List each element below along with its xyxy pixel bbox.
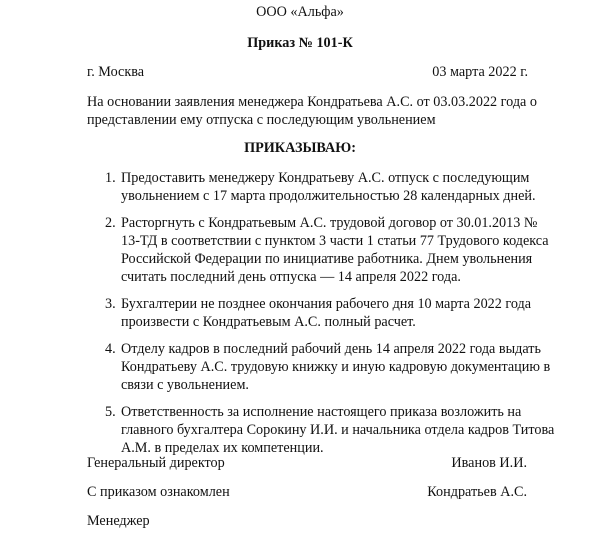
director-title: Генеральный директор: [87, 455, 225, 471]
order-date: 03 марта 2022 г.: [432, 64, 528, 80]
order-item: [105, 295, 555, 331]
order-basis: На основании заявления менеджера Кондратьева А.С. от 03.03.2022 года о представлении ему отпуска с последующим увольнением: [87, 94, 537, 128]
order-item: [105, 214, 555, 286]
order-item-text: Предоставить менеджеру Кондратьеву А.С. отпуск с последующим увольнением с 17 марта продолжительностью 28 календарных дней.: [121, 170, 536, 204]
acquainted-label: С приказом ознакомлен: [87, 484, 230, 500]
order-city: г. Москва: [87, 64, 145, 80]
order-item-text: Ответственность за исполнение настоящего приказа возложить на главного бухгалтера Сорокину И.И. и начальника отдела кадров Титова А.М. в пределах их компетенции.: [121, 404, 555, 456]
order-item-text: Бухгалтерии не позднее окончания рабочего дня 10 марта 2022 года произвести с Кондратьевым А.С. полный расчет.: [121, 296, 532, 330]
order-item-number: 5.: [105, 404, 116, 420]
order-item-number: 2.: [105, 215, 116, 231]
organization-name: ООО «Альфа»: [256, 4, 344, 20]
order-item-number: 3.: [105, 296, 116, 312]
order-title: Приказ № 101-К: [247, 35, 353, 51]
order-item: [105, 340, 555, 394]
order-item: [105, 169, 555, 205]
employee-name: Кондратьев А.С.: [427, 484, 527, 500]
order-item-number: 4.: [105, 341, 116, 357]
order-item: [105, 403, 555, 457]
employee-title: Менеджер: [87, 513, 150, 529]
order-heading: ПРИКАЗЫВАЮ:: [244, 140, 356, 156]
director-name: Иванов И.И.: [451, 455, 527, 471]
order-item-number: 1.: [105, 170, 116, 186]
order-item-text: Расторгнуть с Кондратьевым А.С. трудовой договор от 30.01.2013 № 13-ТД в соответствии с пунктом 3 части 1 статьи 77 Трудового кодекса Российской Федерации по инициативе работника. Днем увольнения считать последний день отпуска — 14 апреля 2022 года.: [121, 215, 549, 285]
order-item-text: Отделу кадров в последний рабочий день 14 апреля 2022 года выдать Кондратьеву А.С. трудовую книжку и иную кадровую документацию в связи с увольнением.: [121, 341, 551, 393]
order-items-list: [105, 169, 555, 466]
